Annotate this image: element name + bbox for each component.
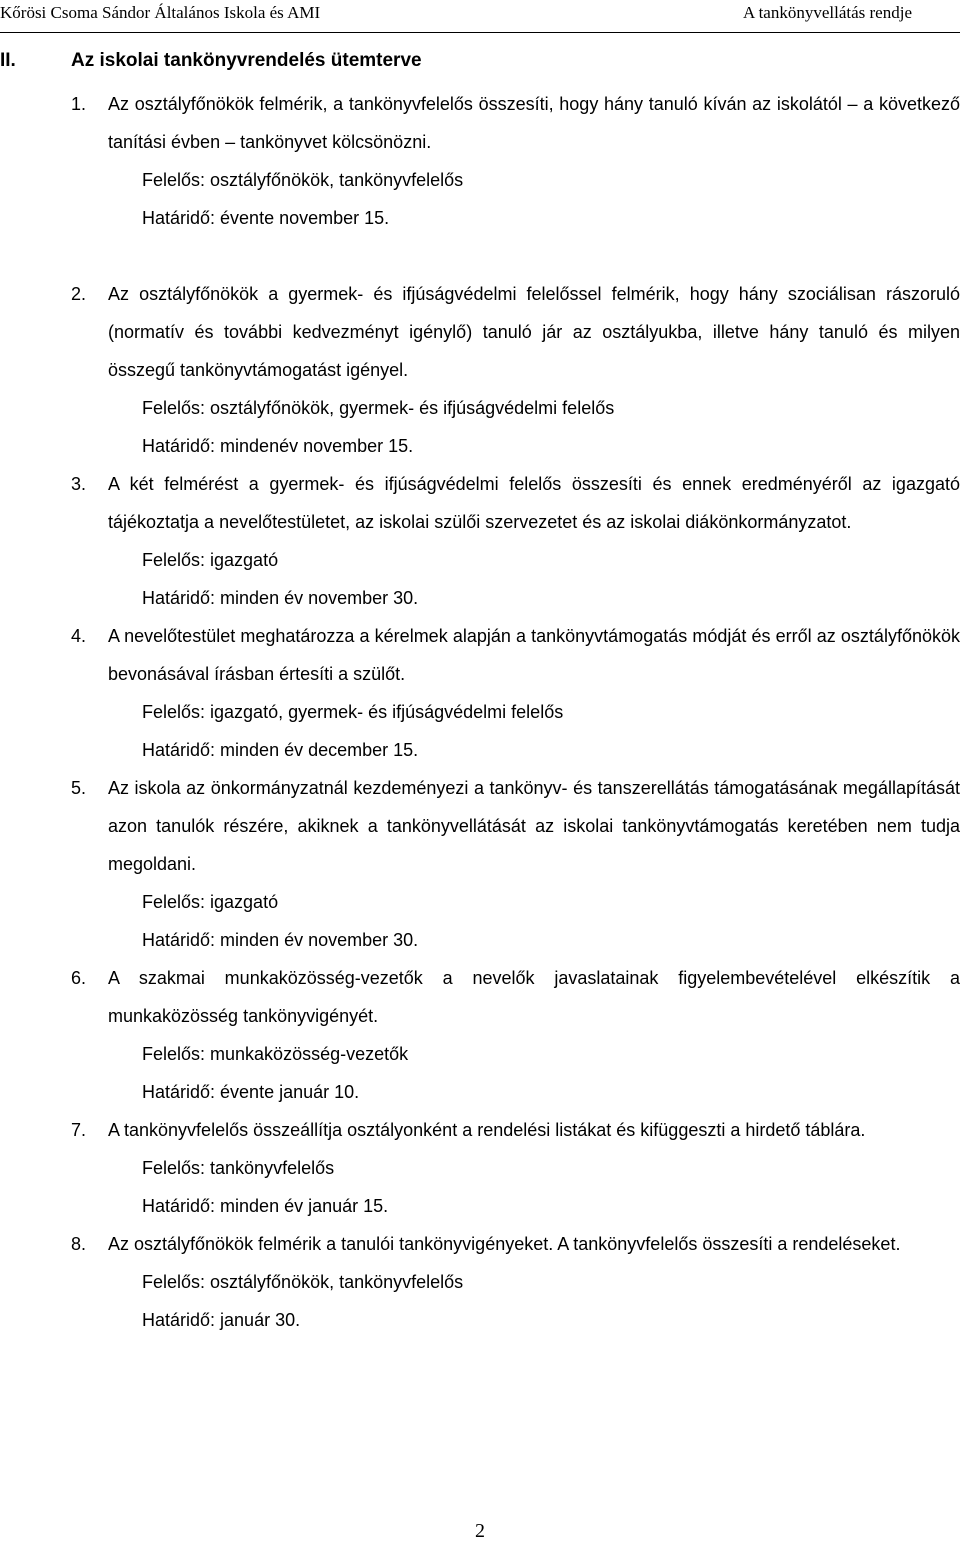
- item-deadline: Határidő: évente november 15.: [142, 208, 390, 228]
- item-text: A két felmérést a gyermek- és ifjúságvédelmi felelős összesíti és ennek eredményéről az igazgató tájékoztatja a nevelőtestületet, az iskolai szülői szervezetet és az iskolai diákönkormányzatot.: [108, 474, 960, 532]
- item-responsible: Felelős: munkaközösség-vezetők: [142, 1044, 409, 1064]
- item-number: 1.: [71, 94, 87, 114]
- item-responsible: Felelős: osztályfőnökök, gyermek- és ifjúságvédelmi felelős: [142, 398, 615, 418]
- page-number: 2: [475, 1520, 485, 1542]
- page-header: [0, 0, 960, 33]
- item-deadline: Határidő: minden év január 15.: [142, 1196, 389, 1216]
- item-text: Az osztályfőnökök felmérik a tanulói tankönyvigényeket. A tankönyvfelelős összesíti a rendeléseket.: [108, 1234, 901, 1254]
- header-document-title: A tankönyvellátás rendje: [742, 3, 912, 22]
- item-text: Az iskola az önkormányzatnál kezdeményezi a tankönyv- és tanszerellátás támogatásának megállapítását azon tanulók részére, akiknek a tankönyvellátását az iskolai tankönyvtámogatás keretében nem tudja megoldani.: [108, 778, 960, 874]
- schedule-list: [0, 85, 960, 1339]
- list-item: [0, 959, 960, 1111]
- item-deadline: Határidő: évente január 10.: [142, 1082, 360, 1102]
- list-item: [0, 85, 960, 237]
- item-number: 2.: [71, 284, 87, 304]
- item-text: A tankönyvfelelős összeállítja osztályonként a rendelési listákat és kifüggeszti a hirdető táblára.: [108, 1120, 866, 1140]
- header-school-name: Kőrösi Csoma Sándor Általános Iskola és AMI: [0, 3, 321, 22]
- item-deadline: Határidő: minden év december 15.: [142, 740, 419, 760]
- item-number: 3.: [71, 474, 87, 494]
- item-deadline: Határidő: minden év november 30.: [142, 930, 419, 950]
- list-item: [0, 465, 960, 617]
- item-responsible: Felelős: igazgató: [142, 550, 279, 570]
- item-text: Az osztályfőnökök felmérik, a tankönyvfelelős összesíti, hogy hány tanuló kíván az iskolától – a következő tanítási évben – tankönyvet kölcsönözni.: [108, 94, 960, 152]
- item-number: 6.: [71, 968, 87, 988]
- section-title: Az iskolai tankönyvrendelés ütemterve: [71, 50, 422, 71]
- item-number: 7.: [71, 1120, 87, 1140]
- item-number: 5.: [71, 778, 87, 798]
- item-responsible: Felelős: tankönyvfelelős: [142, 1158, 335, 1178]
- item-deadline: Határidő: mindenév november 15.: [142, 436, 414, 456]
- item-text: Az osztályfőnökök a gyermek- és ifjúságvédelmi felelőssel felmérik, hogy hány szociálisan rászoruló (normatív és további kedvezményt igénylő) tanuló jár az osztályukba, illetve hány tanuló és milyen összegű tankönyvtámogatást igényel.: [108, 284, 960, 380]
- item-responsible: Felelős: osztályfőnökök, tankönyvfelelős: [142, 1272, 464, 1292]
- item-text: A nevelőtestület meghatározza a kérelmek alapján a tankönyvtámogatás módját és erről az osztályfőnökök bevonásával írásban értesíti a szülőt.: [108, 626, 960, 684]
- item-number: 8.: [71, 1234, 87, 1254]
- item-text: A szakmai munkaközösség-vezetők a nevelők javaslatainak figyelembevételével elkészítik a munkaközösség tankönyvigényét.: [108, 968, 960, 1026]
- item-number: 4.: [71, 626, 87, 646]
- list-item: [0, 1225, 960, 1339]
- item-deadline: Határidő: január 30.: [142, 1310, 301, 1330]
- section-number: II.: [0, 50, 16, 71]
- list-item: [0, 275, 960, 465]
- list-item: [0, 1111, 960, 1225]
- item-responsible: Felelős: osztályfőnökök, tankönyvfelelős: [142, 170, 464, 190]
- list-item: [0, 769, 960, 959]
- item-deadline: Határidő: minden év november 30.: [142, 588, 419, 608]
- item-responsible: Felelős: igazgató: [142, 892, 279, 912]
- list-item: [0, 617, 960, 769]
- item-responsible: Felelős: igazgató, gyermek- és ifjúságvédelmi felelős: [142, 702, 564, 722]
